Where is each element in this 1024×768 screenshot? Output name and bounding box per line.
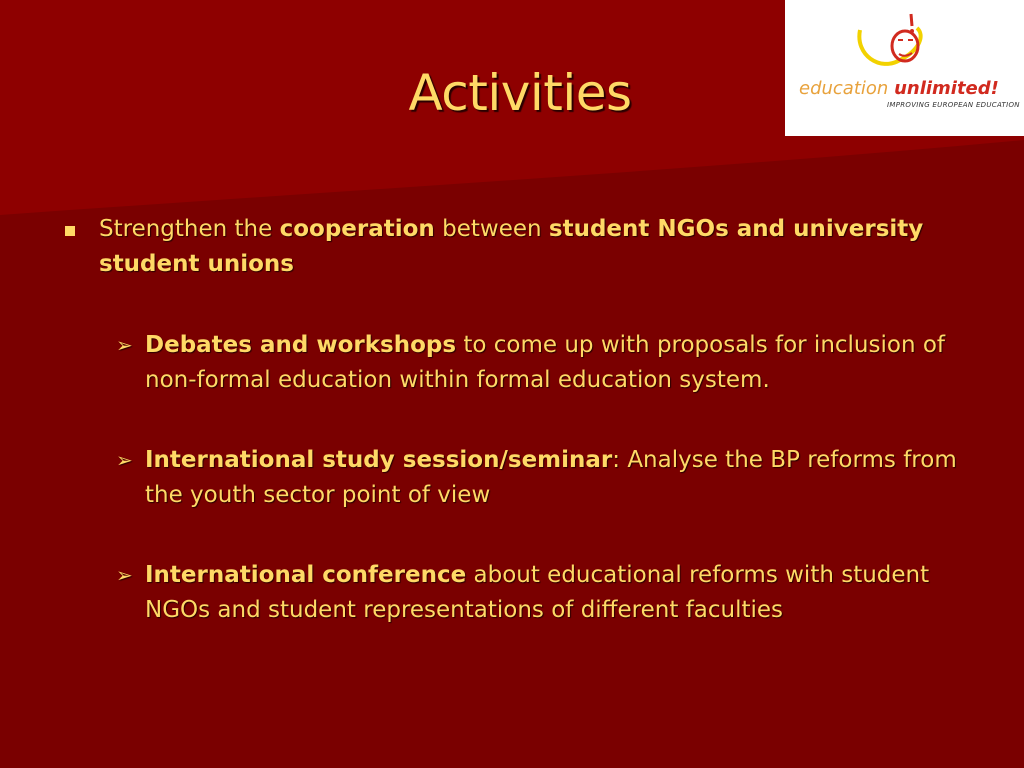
sub-bullet-bold: International study session/seminar (145, 447, 613, 473)
bullet-text-2: between (434, 216, 549, 242)
square-bullet-icon (65, 226, 75, 236)
bullet-main (62, 212, 962, 282)
logo-tagline: IMPROVING EUROPEAN EDUCATION (887, 101, 1020, 109)
slide-title: Activities (408, 64, 632, 122)
sub-bullet-text: to come up with proposals for inclusion of non-formal education within formal education system. (145, 332, 946, 393)
bullet-bold-1: cooperation (279, 216, 435, 242)
logo-word-unlimited: unlimited! (894, 78, 999, 99)
sub-bullet-bold: International conference (145, 562, 467, 588)
sub-bullet-bold: Debates and workshops (145, 332, 457, 358)
arrow-bullet-icon: ➢ (116, 333, 133, 357)
logo (785, 0, 1024, 136)
bullet-bold-2: student NGOs and university student unions (99, 216, 924, 277)
sub-bullet-text: : Analyse the BP reforms from the youth sector point of view (145, 447, 957, 508)
arrow-bullet-icon: ➢ (116, 563, 133, 587)
logo-word-education: education (799, 78, 889, 99)
sub-bullet-2 (116, 443, 962, 513)
sub-bullet-1 (116, 328, 962, 398)
logo-face-icon (785, 0, 1024, 136)
arrow-bullet-icon: ➢ (116, 448, 133, 472)
bullet-text-1: Strengthen the (99, 216, 280, 242)
sub-bullet-3 (116, 558, 962, 628)
logo-wordmark (799, 78, 999, 99)
sub-bullet-text: about educational reforms with student NGOs and student representations of different faculties (145, 562, 930, 623)
slide-content (62, 212, 962, 628)
